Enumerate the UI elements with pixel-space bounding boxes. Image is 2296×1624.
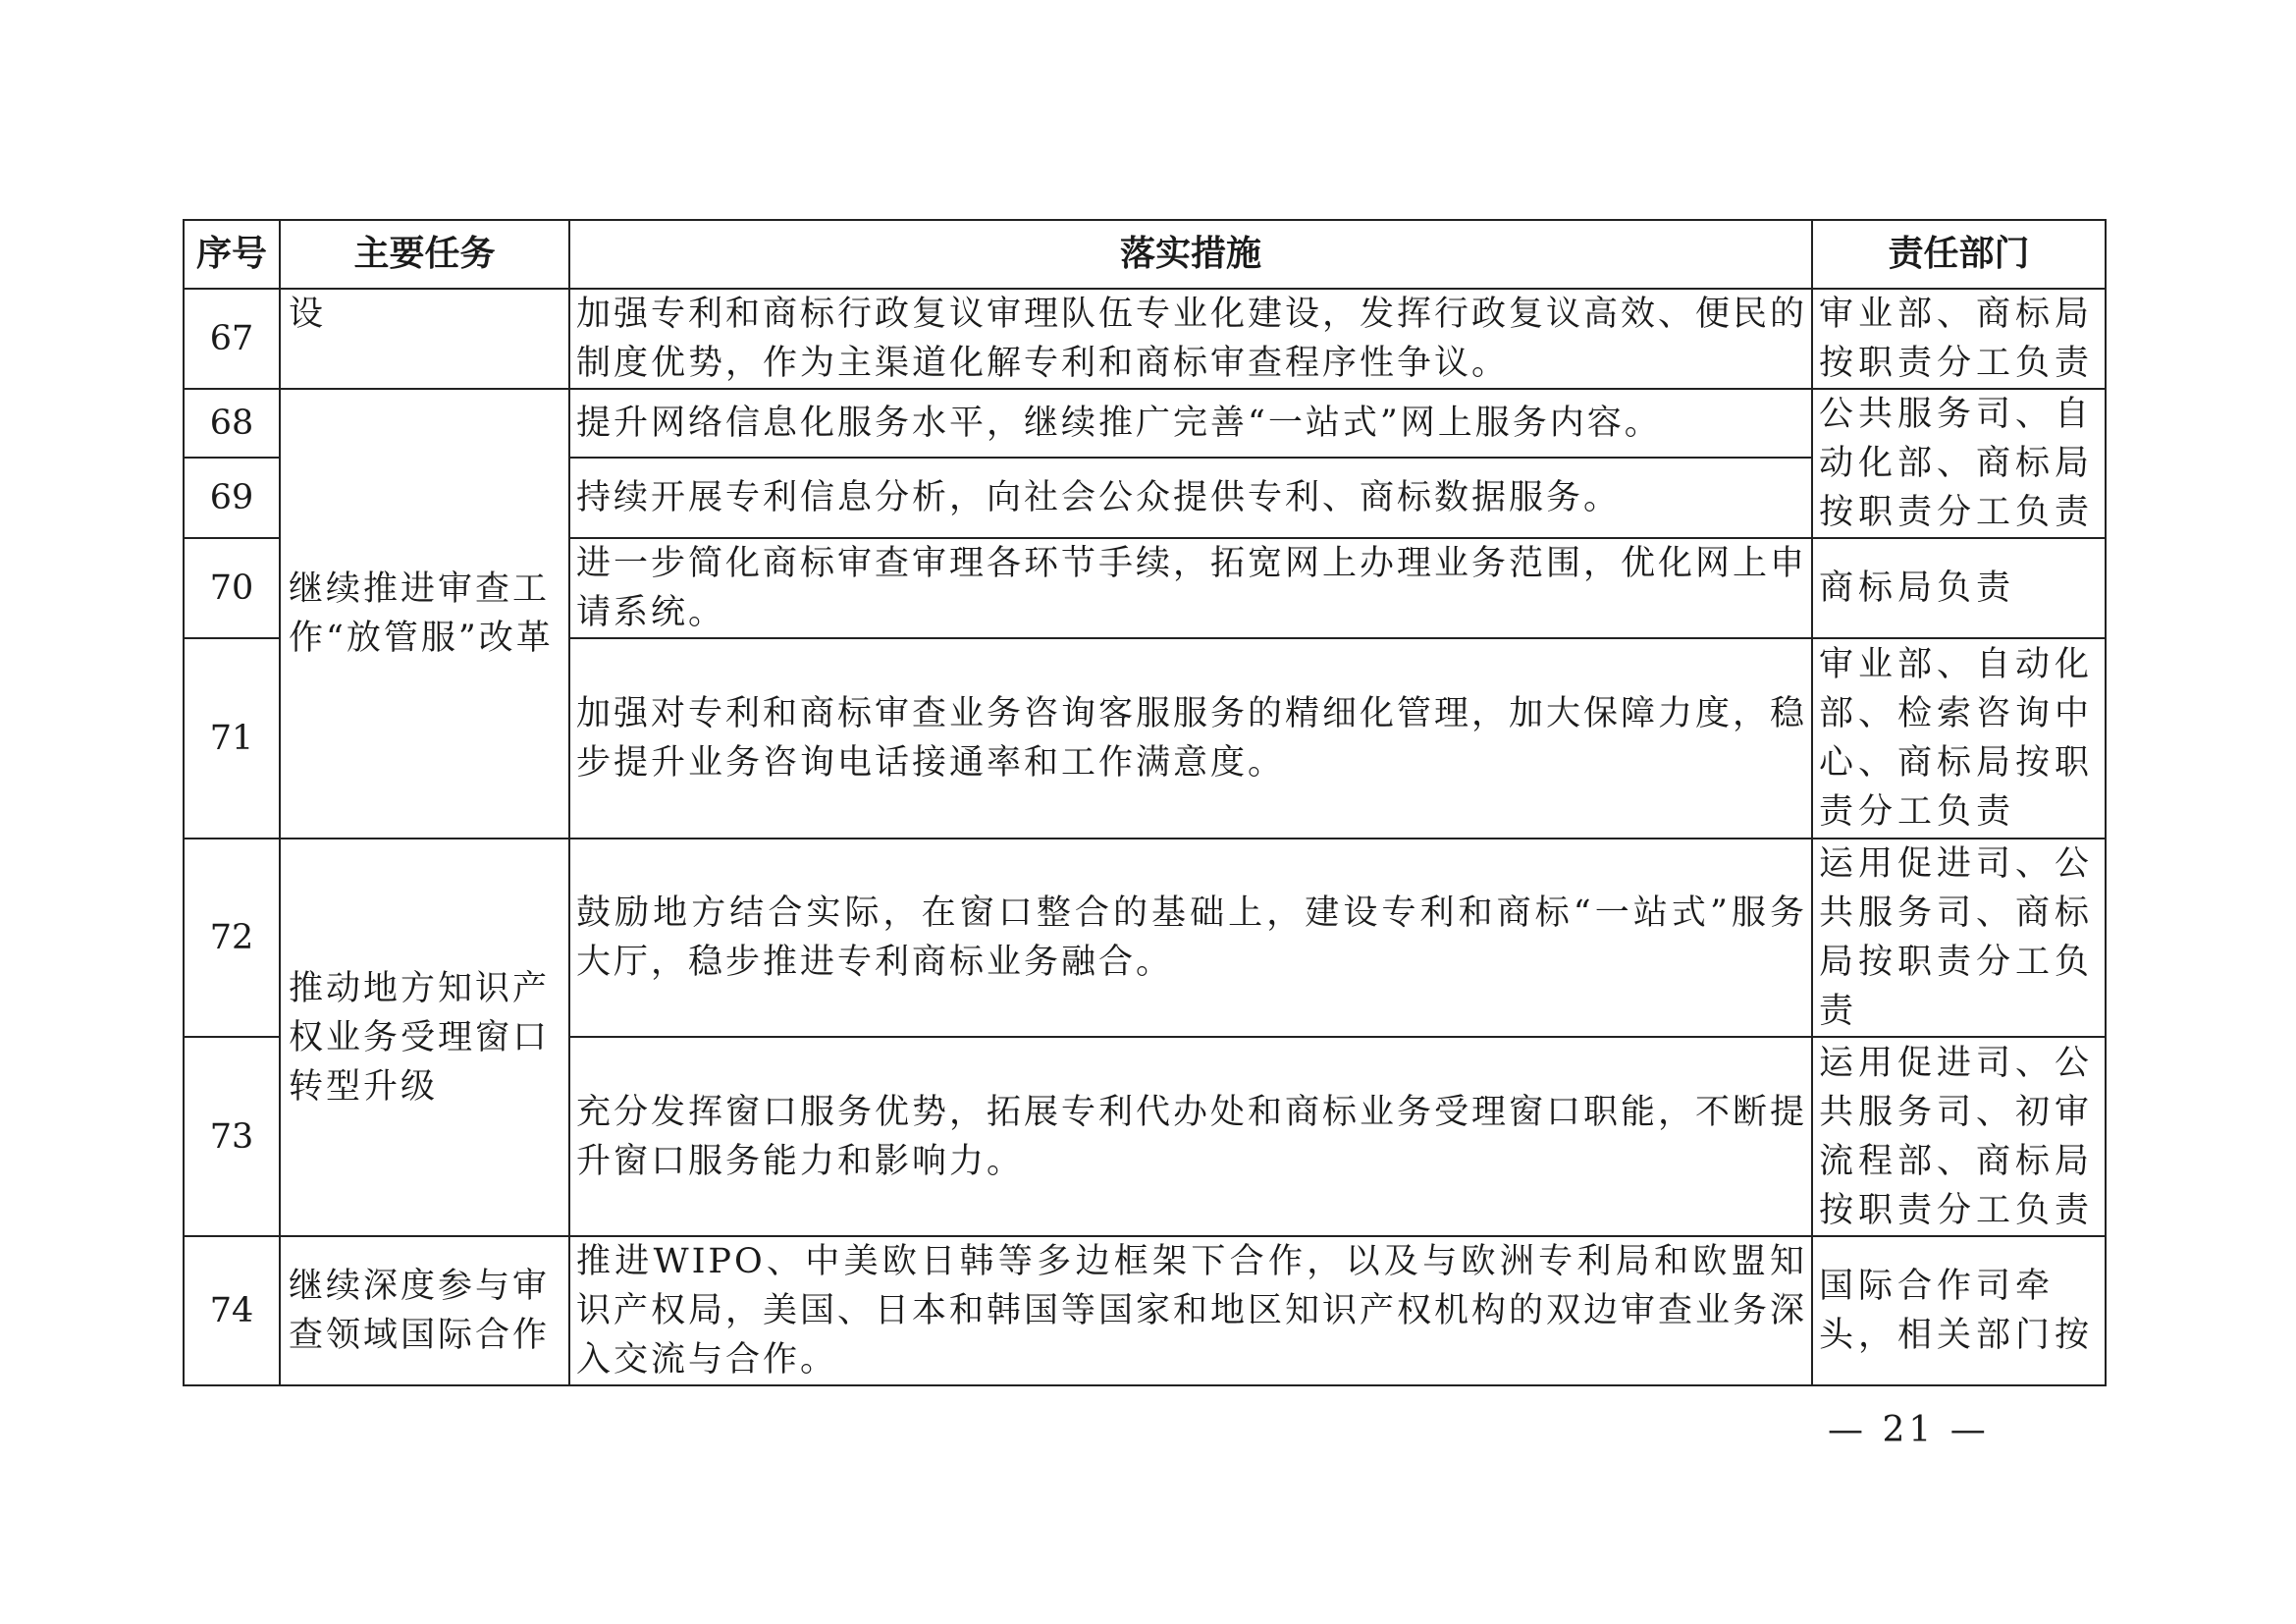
measure-cell: 鼓励地方结合实际，在窗口整合的基础上，建设专利和商标“一站式”服务大厅，稳步推进专利商标业务融合。 [569, 839, 1812, 1037]
row-number: 72 [184, 839, 280, 1037]
row-number: 71 [184, 638, 280, 839]
table-row [184, 1236, 2106, 1385]
row-number: 70 [184, 538, 280, 638]
row-number: 68 [184, 389, 280, 458]
table-row [184, 289, 2106, 389]
measure-cell: 推进WIPO、中美欧日韩等多边框架下合作，以及与欧洲专利局和欧盟知识产权局，美国、日本和韩国等国家和地区知识产权机构的双边审查业务深入交流与合作。 [569, 1236, 1812, 1385]
task-cell: 设 [280, 289, 569, 389]
header-task: 主要任务 [280, 220, 569, 289]
measure-cell: 充分发挥窗口服务优势，拓展专利代办处和商标业务受理窗口职能，不断提升窗口服务能力和影响力。 [569, 1037, 1812, 1236]
task-cell: 继续深度参与审查领域国际合作 [280, 1236, 569, 1385]
measure-cell: 加强专利和商标行政复议审理队伍专业化建设，发挥行政复议高效、便民的制度优势，作为主渠道化解专利和商标审查程序性争议。 [569, 289, 1812, 389]
dept-cell: 商标局负责 [1812, 538, 2106, 638]
dept-cell: 审业部、商标局按职责分工负责 [1812, 289, 2106, 389]
measure-cell: 进一步简化商标审查审理各环节手续，拓宽网上办理业务范围，优化网上申请系统。 [569, 538, 1812, 638]
row-number: 74 [184, 1236, 280, 1385]
dept-cell: 国际合作司牵头，相关部门按 [1812, 1236, 2106, 1385]
page-number: — 21 — [1828, 1410, 1990, 1450]
dept-cell: 运用促进司、公共服务司、初审流程部、商标局按职责分工负责 [1812, 1037, 2106, 1236]
row-number: 69 [184, 458, 280, 538]
table-row [184, 389, 2106, 458]
task-cell: 推动地方知识产权业务受理窗口转型升级 [280, 839, 569, 1236]
dept-cell: 审业部、自动化部、检索咨询中心、商标局按职责分工负责 [1812, 638, 2106, 839]
header-no: 序号 [184, 220, 280, 289]
table-row [184, 839, 2106, 1037]
measure-cell: 加强对专利和商标审查业务咨询客服服务的精细化管理，加大保障力度，稳步提升业务咨询电话接通率和工作满意度。 [569, 638, 1812, 839]
measure-cell: 提升网络信息化服务水平，继续推广完善“一站式”网上服务内容。 [569, 389, 1812, 458]
row-number: 73 [184, 1037, 280, 1236]
header-row [184, 220, 2106, 289]
dept-cell: 公共服务司、自动化部、商标局按职责分工负责 [1812, 389, 2106, 538]
task-table [183, 219, 2107, 1386]
dept-cell: 运用促进司、公共服务司、商标局按职责分工负责 [1812, 839, 2106, 1037]
header-measure: 落实措施 [569, 220, 1812, 289]
task-cell: 继续推进审查工作“放管服”改革 [280, 389, 569, 839]
header-dept: 责任部门 [1812, 220, 2106, 289]
measure-cell: 持续开展专利信息分析，向社会公众提供专利、商标数据服务。 [569, 458, 1812, 538]
row-number: 67 [184, 289, 280, 389]
